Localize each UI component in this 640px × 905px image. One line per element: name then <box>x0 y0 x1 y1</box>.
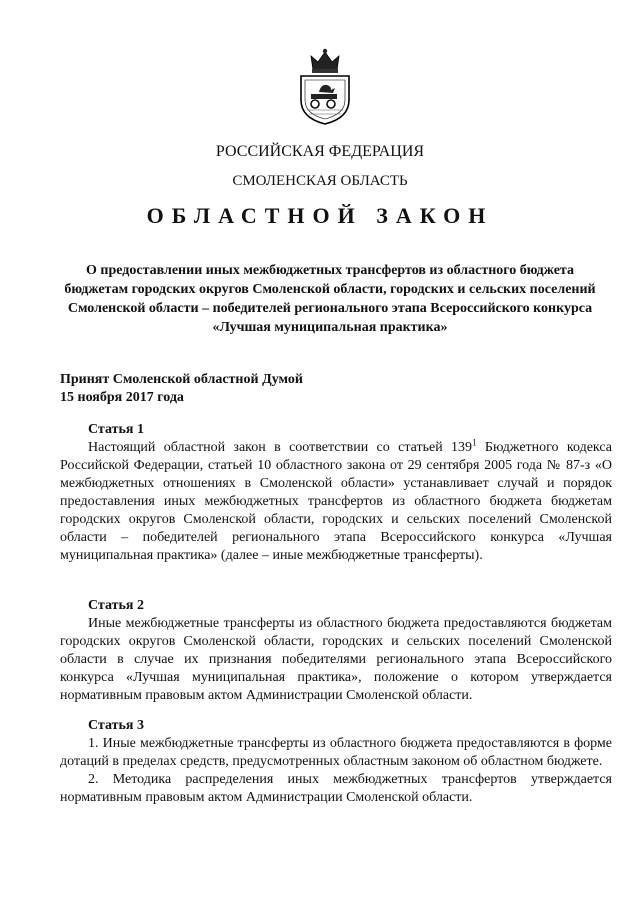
article-text-continued: Бюджетного кодекса Российской Федерации, статьей 10 областного закона от 29 сентября 2005 года № 87-з «О межбюджетных отношениях в Смоленской области» устанавливает случай и порядок предоставления иных межбюджетных трансфертов из областного бюджета бюджетам городских округов Смоленской области, городских и сельских поселений Смоленской области – победителей регионального этапа Всероссийского конкурса «Лучшая муниципальная практика» (далее – иные межбюджетные трансферты). <box>60 440 612 563</box>
article-item-1: 1. Иные межбюджетные трансферты из областного бюджета предоставляются в форме дотаций в пределах средств, предусмотренных областным законом об областном бюджете. <box>60 736 612 769</box>
article-paragraph <box>60 439 612 565</box>
adoption-info <box>60 371 303 407</box>
country-heading: РОССИЙСКАЯ ФЕДЕРАЦИЯ <box>215 143 425 160</box>
adoption-date: 15 ноября 2017 года <box>60 390 184 405</box>
adoption-body: Принят Смоленской областной Думой <box>60 372 303 387</box>
article-text: Настоящий областной закон в соответствии со статьей 139 <box>88 440 473 455</box>
article-heading: Статья 1 <box>88 422 144 437</box>
document-type-heading: ОБЛАСТНОЙ ЗАКОН <box>146 203 494 228</box>
article-heading: Статья 2 <box>88 598 144 613</box>
article-3 <box>60 717 612 807</box>
article-1 <box>60 421 612 565</box>
law-title: О предоставлении иных межбюджетных трансфертов из областного бюджета бюджетам городских округов Смоленской области, городских и сельских поселений Смоленской области – победителей регионального этапа Всероссийского конкурса «Лучшая муниципальная практика» <box>64 263 596 335</box>
footnote-superscript: 1 <box>472 437 477 448</box>
article-2 <box>60 597 612 705</box>
article-heading: Статья 3 <box>88 718 144 733</box>
article-paragraph: Иные межбюджетные трансферты из областного бюджета предоставляются бюджетам городских округов Смоленской области, городских и сельских поселений Смоленской области в случае их признания победителями регионального этапа Всероссийского конкурса «Лучшая муниципальная практика», положение о котором утверждается нормативным правовым актом Администрации Смоленской области. <box>60 616 612 703</box>
article-item-2: 2. Методика распределения иных межбюджетных трансфертов утверждается нормативным правовым актом Администрации Смоленской области. <box>60 772 612 805</box>
region-heading: СМОЛЕНСКАЯ ОБЛАСТЬ <box>232 173 408 189</box>
smolensk-coat-of-arms-icon <box>295 48 355 126</box>
